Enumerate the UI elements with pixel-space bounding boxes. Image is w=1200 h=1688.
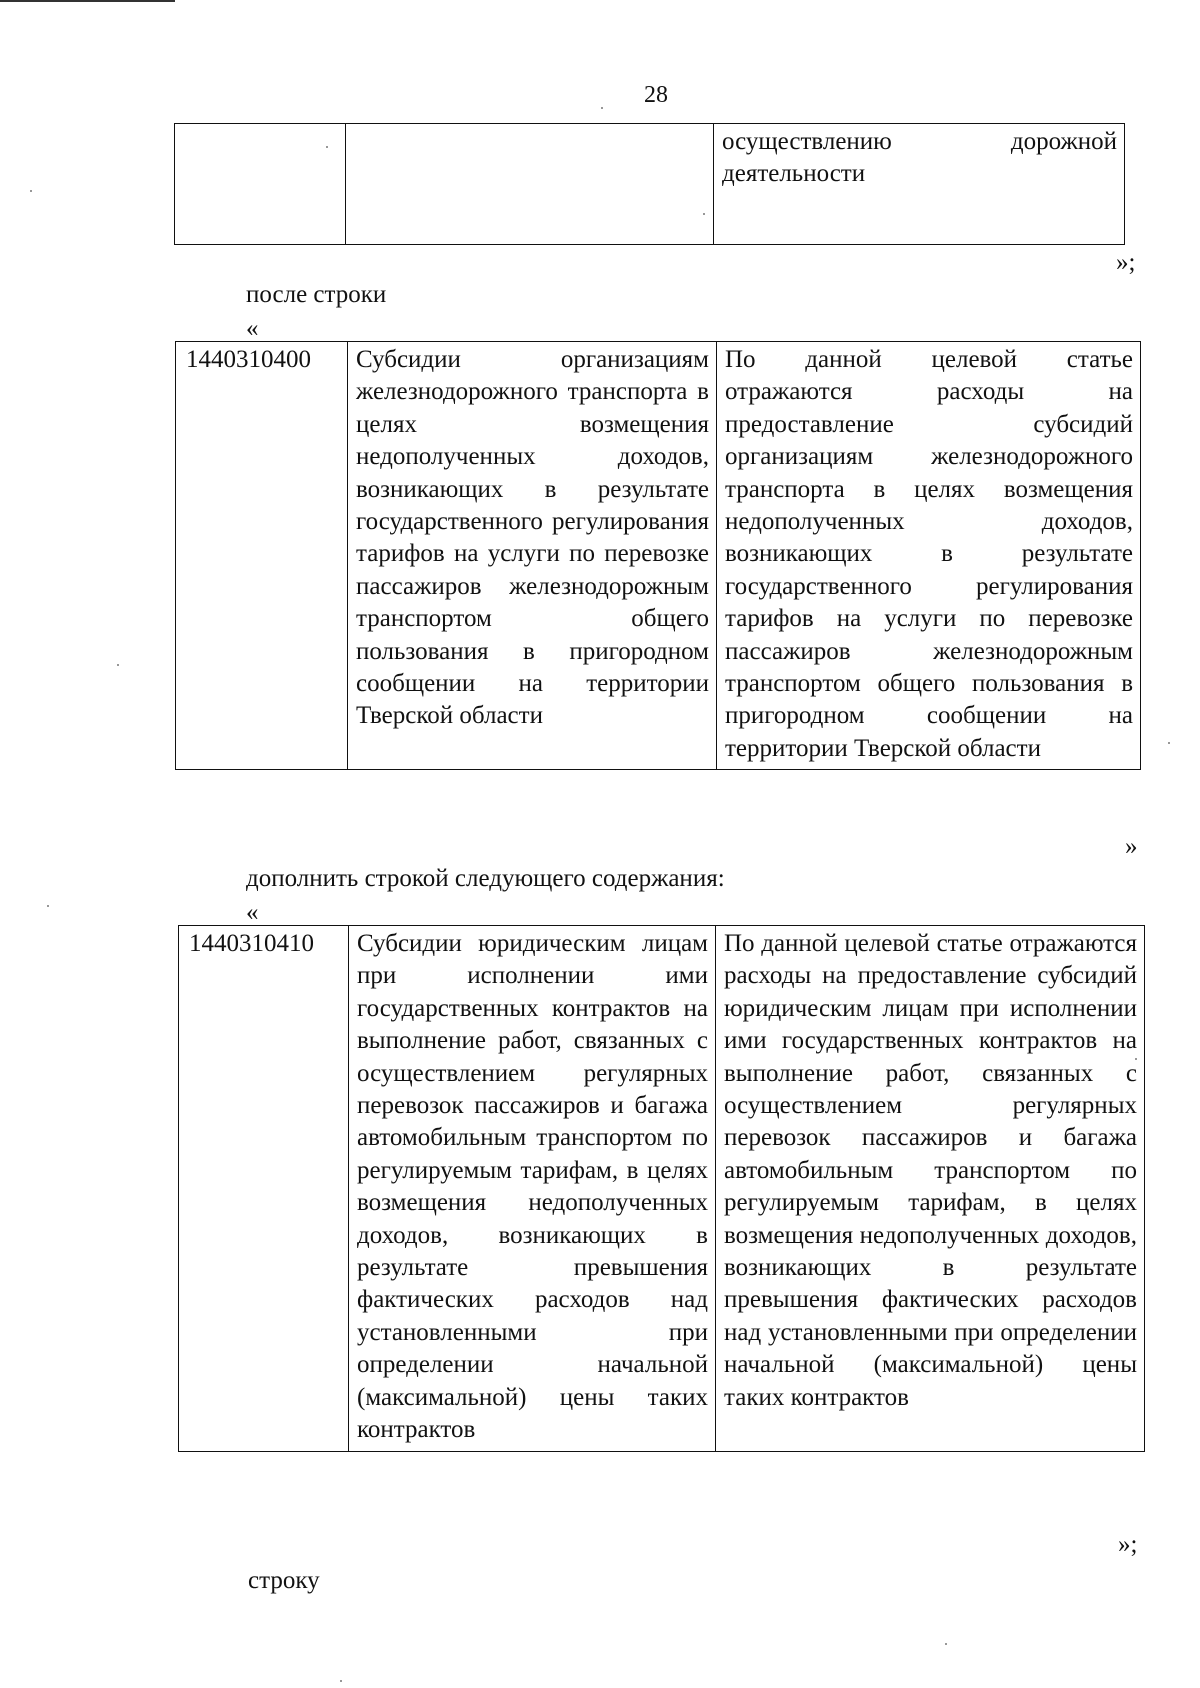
closing-quote-1: »; [1116,249,1136,276]
scan-speck [1168,742,1170,744]
scan-speck [340,1680,342,1682]
scan-speck [601,107,603,109]
existing-row-code: 1440310400 [176,342,348,770]
page-number: 28 [644,82,668,108]
fragment-code-cell [175,124,346,245]
existing-row-description: По данной целевой статье отражаются расходы на предоставление субсидий организациям железнодорожного транспорта в целях возмещения недополученных доходов, возникающих в результате государственного регулирования тарифов на услуги по перевозке пассажиров железнодорожным транспортом общего пользования в пригородном сообщении на территории Тверской области [717,342,1141,770]
new-row-description: По данной целевой статье отражаются расходы на предоставление субсидий юридическим лицам при исполнении ими государственных контрактов на выполнение работ, связанных с осуществлением регулярных перевозок пассажиров и багажа автомобильным транспортом по регулируемым тарифам, в целях возмещения недополученных доходов, возникающих в результате превышения фактических расходов над установленными при определении начальной (максимальной) цены таких контрактов [716,926,1145,1452]
opening-quote-2: « [246,899,259,926]
scan-speck [1135,1058,1137,1060]
scan-speck [47,905,49,907]
scan-speck [30,190,32,192]
existing-row-name: Субсидии организациям железнодорожного транспорта в целях возмещения недополученных доходов, возникающих в результате государственного регулирования тарифов на услуги по перевозке пассажиров железнодорожным транспортом общего пользования в пригородном сообщении на территории Тверской области [348,342,717,770]
fragment-description-cell: осуществлению дорожной деятельности [714,124,1125,245]
new-row-table [178,925,1145,1452]
new-row-name: Субсидии юридическим лицам при исполнении ими государственных контрактов на выполнение работ, связанных с осуществлением регулярных перевозок пассажиров и багажа автомобильным транспортом по регулируемым тарифам, в целях возмещения недополученных доходов, возникающих в результате превышения фактических расходов над установленными при определении начальной (максимальной) цены таких контрактов [349,926,716,1452]
new-row-code: 1440310410 [179,926,349,1452]
table-row [176,342,1141,770]
table-row [179,926,1145,1452]
scan-speck [703,213,705,215]
row-label: строку [248,1567,320,1594]
after-row-label: после строки [246,281,387,308]
scan-speck [945,1643,947,1645]
scan-edge-line [0,0,175,2]
scan-speck [117,664,119,666]
opening-quote-1: « [246,315,259,342]
supplement-label: дополнить строкой следующего содержания: [246,865,725,892]
table-row [175,124,1125,245]
scan-speck [326,146,328,148]
fragment-name-cell [346,124,714,245]
existing-row-table [175,341,1141,770]
closing-quote-2: » [1125,833,1138,860]
closing-quote-3: »; [1118,1531,1138,1558]
table-fragment [174,123,1125,245]
